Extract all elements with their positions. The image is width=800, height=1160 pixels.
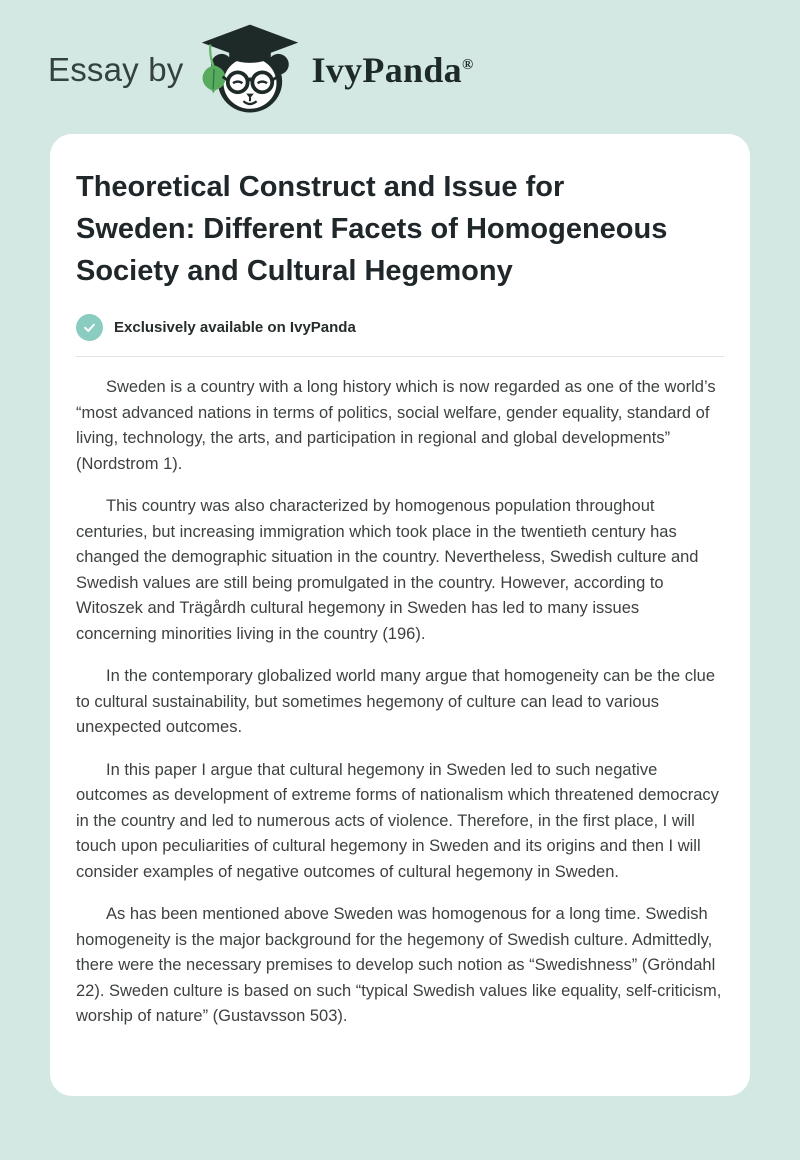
panda-graduate-logo-icon[interactable] [198, 22, 302, 118]
check-icon [76, 314, 103, 341]
brand-name: IvyPanda [311, 50, 462, 90]
essay-card [50, 134, 750, 1096]
exclusive-badge [76, 314, 724, 341]
essay-paragraph: In the contemporary globalized world many argue that homogeneity can be the clue to cultural sustainability, but sometimes hegemony of culture can lead to various unexpected outcomes. [76, 667, 716, 736]
brand-wordmark[interactable] [312, 49, 474, 91]
site-header [0, 0, 800, 134]
essay-paragraph: As has been mentioned above Sweden was homogenous for a long time. Swedish homogeneity is the major background for the hegemony of Swedish culture. Admittedly, there were the necessary premises to develop such notion as “Swedishness” (Gröndahl 22). Sweden culture is based on such “typical Swedish values like equality, self-criticism, worship of nature” (Gustavsson 503). [76, 905, 722, 1025]
divider [76, 356, 724, 357]
essay-paragraph: Sweden is a country with a long history which is now regarded as one of the world’s “most advanced nations in terms of politics, social welfare, gender equality, standard of living, technology, the arts, and participation in regional and global developments” (Nordstrom 1). [76, 378, 716, 473]
essay-paragraph: This country was also characterized by homogenous population throughout centuries, but increasing immigration which took place in the twentieth century has changed the demographic situation in the country. Nevertheless, Swedish culture and Swedish values are still being promulgated in the country. However, according to Witoszek and Trägårdh cultural hegemony in Sweden has led to many issues concerning minorities living in the country (196). [76, 497, 699, 643]
essay-body [76, 359, 724, 1030]
badge-label: Exclusively available on IvyPanda [114, 319, 356, 336]
registered-mark: ® [461, 57, 474, 73]
byline-text: Essay by [48, 51, 184, 88]
essay-paragraph: In this paper I argue that cultural hegemony in Sweden led to such negative outcomes as development of extreme forms of nationalism which threatened democracy in the country and led to numerous acts of violence. Therefore, in the first place, I will touch upon peculiarities of cultural hegemony in Sweden and its origins and then I will consider examples of negative outcomes of cultural hegemony in Sweden. [76, 760, 719, 881]
essay-title: Theoretical Construct and Issue for Sweden: Different Facets of Homogeneous Society and Cultural Hegemony [76, 171, 668, 287]
